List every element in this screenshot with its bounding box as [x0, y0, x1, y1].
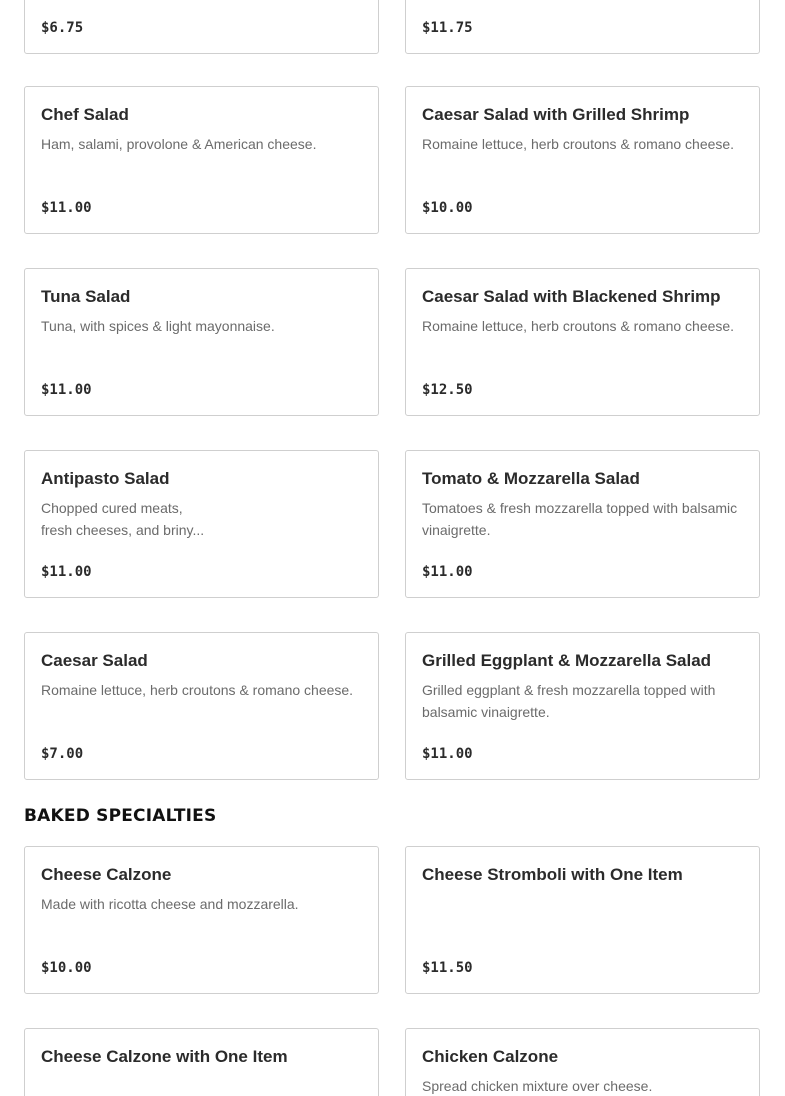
item-price: $11.00 [41, 382, 92, 398]
menu-item-card[interactable] [405, 450, 760, 598]
item-name: Chicken Calzone [422, 1047, 559, 1066]
item-name: Caesar Salad with Blackened Shrimp [422, 287, 721, 306]
item-price: $12.50 [422, 382, 473, 398]
item-price: $11.75 [422, 20, 473, 36]
item-description: Romaine lettuce, herb croutons & romano cheese. [422, 318, 735, 334]
menu-item-card[interactable] [405, 268, 760, 416]
item-price: $10.00 [422, 200, 473, 216]
item-description: Romaine lettuce, herb croutons & romano cheese. [41, 682, 354, 698]
item-description: Chopped cured meats, fresh cheeses, and briny... [41, 500, 205, 538]
menu-item-card[interactable] [405, 86, 760, 234]
menu-item-card[interactable] [405, 0, 760, 54]
item-price: $11.00 [41, 564, 92, 580]
item-name: Cheese Calzone with One Item [41, 1047, 288, 1066]
item-name: Antipasto Salad [41, 469, 170, 488]
item-name: Tuna Salad [41, 287, 131, 306]
item-name: Caesar Salad [41, 651, 148, 670]
item-description: Tomatoes & fresh mozzarella topped with balsamic vinaigrette. [422, 500, 738, 538]
item-price: $11.50 [422, 960, 473, 976]
menu-item-card[interactable] [24, 1028, 379, 1096]
item-description: Grilled eggplant & fresh mozzarella topped with balsamic vinaigrette. [422, 682, 716, 720]
item-description: Ham, salami, provolone & American cheese. [41, 136, 317, 152]
item-name: Cheese Stromboli with One Item [422, 865, 683, 884]
item-description: Made with ricotta cheese and mozzarella. [41, 896, 299, 912]
section-heading-baked-specialties: BAKED SPECIALTIES [24, 806, 217, 826]
item-description: Spread chicken mixture over cheese. [422, 1078, 653, 1094]
item-price: $10.00 [41, 960, 92, 976]
menu-item-card[interactable] [24, 846, 379, 994]
item-description: Romaine lettuce, herb croutons & romano cheese. [422, 136, 735, 152]
item-name: Cheese Calzone [41, 865, 172, 884]
item-name: Grilled Eggplant & Mozzarella Salad [422, 651, 712, 670]
item-name: Tomato & Mozzarella Salad [422, 469, 640, 488]
item-price: $11.00 [422, 564, 473, 580]
menu-item-card[interactable] [24, 86, 379, 234]
menu-item-card[interactable] [24, 632, 379, 780]
item-price: $6.75 [41, 20, 84, 36]
menu-item-card[interactable] [405, 1028, 760, 1096]
item-price: $11.00 [41, 200, 92, 216]
menu-item-card[interactable] [24, 268, 379, 416]
item-price: $11.00 [422, 746, 473, 762]
menu-item-card[interactable] [405, 632, 760, 780]
menu-item-card[interactable] [24, 450, 379, 598]
item-description: Tuna, with spices & light mayonnaise. [41, 318, 275, 334]
item-price: $7.00 [41, 746, 84, 762]
menu-item-card[interactable] [405, 846, 760, 994]
item-name: Caesar Salad with Grilled Shrimp [422, 105, 690, 124]
item-name: Chef Salad [41, 105, 129, 124]
menu-item-card[interactable] [24, 0, 379, 54]
